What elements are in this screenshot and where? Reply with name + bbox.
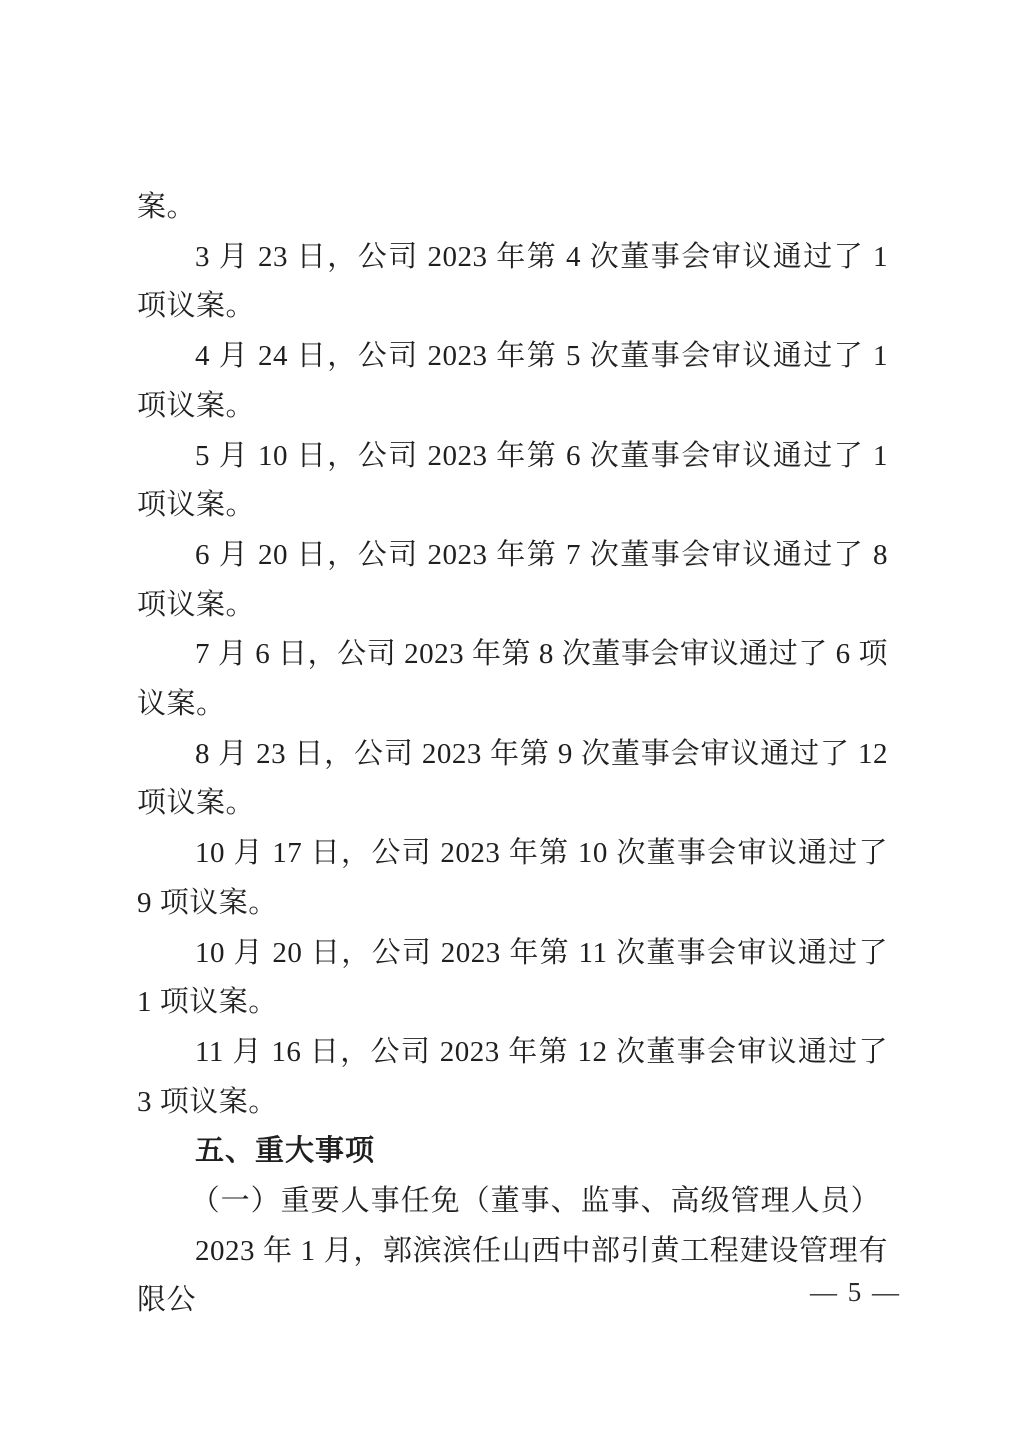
paragraph-board-meeting-4: 3 月 23 日，公司 2023 年第 4 次董事会审议通过了 1 项议案。: [137, 240, 888, 323]
document-text-block: [137, 183, 888, 1326]
paragraph-board-meeting-6: 5 月 10 日，公司 2023 年第 6 次董事会审议通过了 1 项议案。: [137, 439, 888, 522]
paragraph-board-meeting-11: 10 月 20 日，公司 2023 年第 11 次董事会审议通过了 1 项议案。: [137, 936, 888, 1019]
paragraph-board-meeting-9: 8 月 23 日，公司 2023 年第 9 次董事会审议通过了 12 项议案。: [137, 737, 888, 820]
paragraph-board-meeting-12: 11 月 16 日，公司 2023 年第 12 次董事会审议通过了 3 项议案。: [137, 1035, 888, 1118]
subsection-heading-personnel: （一）重要人事任免（董事、监事、高级管理人员）: [190, 1185, 881, 1218]
paragraph-board-meeting-8: 7 月 6 日，公司 2023 年第 8 次董事会审议通过了 6 项议案。: [137, 638, 888, 721]
page-number: — 5 —: [810, 1277, 901, 1307]
paragraph-tail-previous-page: 案。: [137, 191, 197, 223]
paragraph-board-meeting-10: 10 月 17 日，公司 2023 年第 10 次董事会审议通过了 9 项议案。: [137, 837, 888, 919]
paragraph-board-meeting-7: 6 月 20 日，公司 2023 年第 7 次董事会审议通过了 8 项议案。: [137, 538, 888, 621]
paragraph-personnel-2023-jan: 2023 年 1 月，郭滨滨任山西中部引黄工程建设管理有限公: [137, 1234, 888, 1317]
paragraph-board-meeting-5: 4 月 24 日，公司 2023 年第 5 次董事会审议通过了 1 项议案。: [137, 340, 888, 422]
section-heading-major-events: 五、重大事项: [195, 1135, 376, 1168]
